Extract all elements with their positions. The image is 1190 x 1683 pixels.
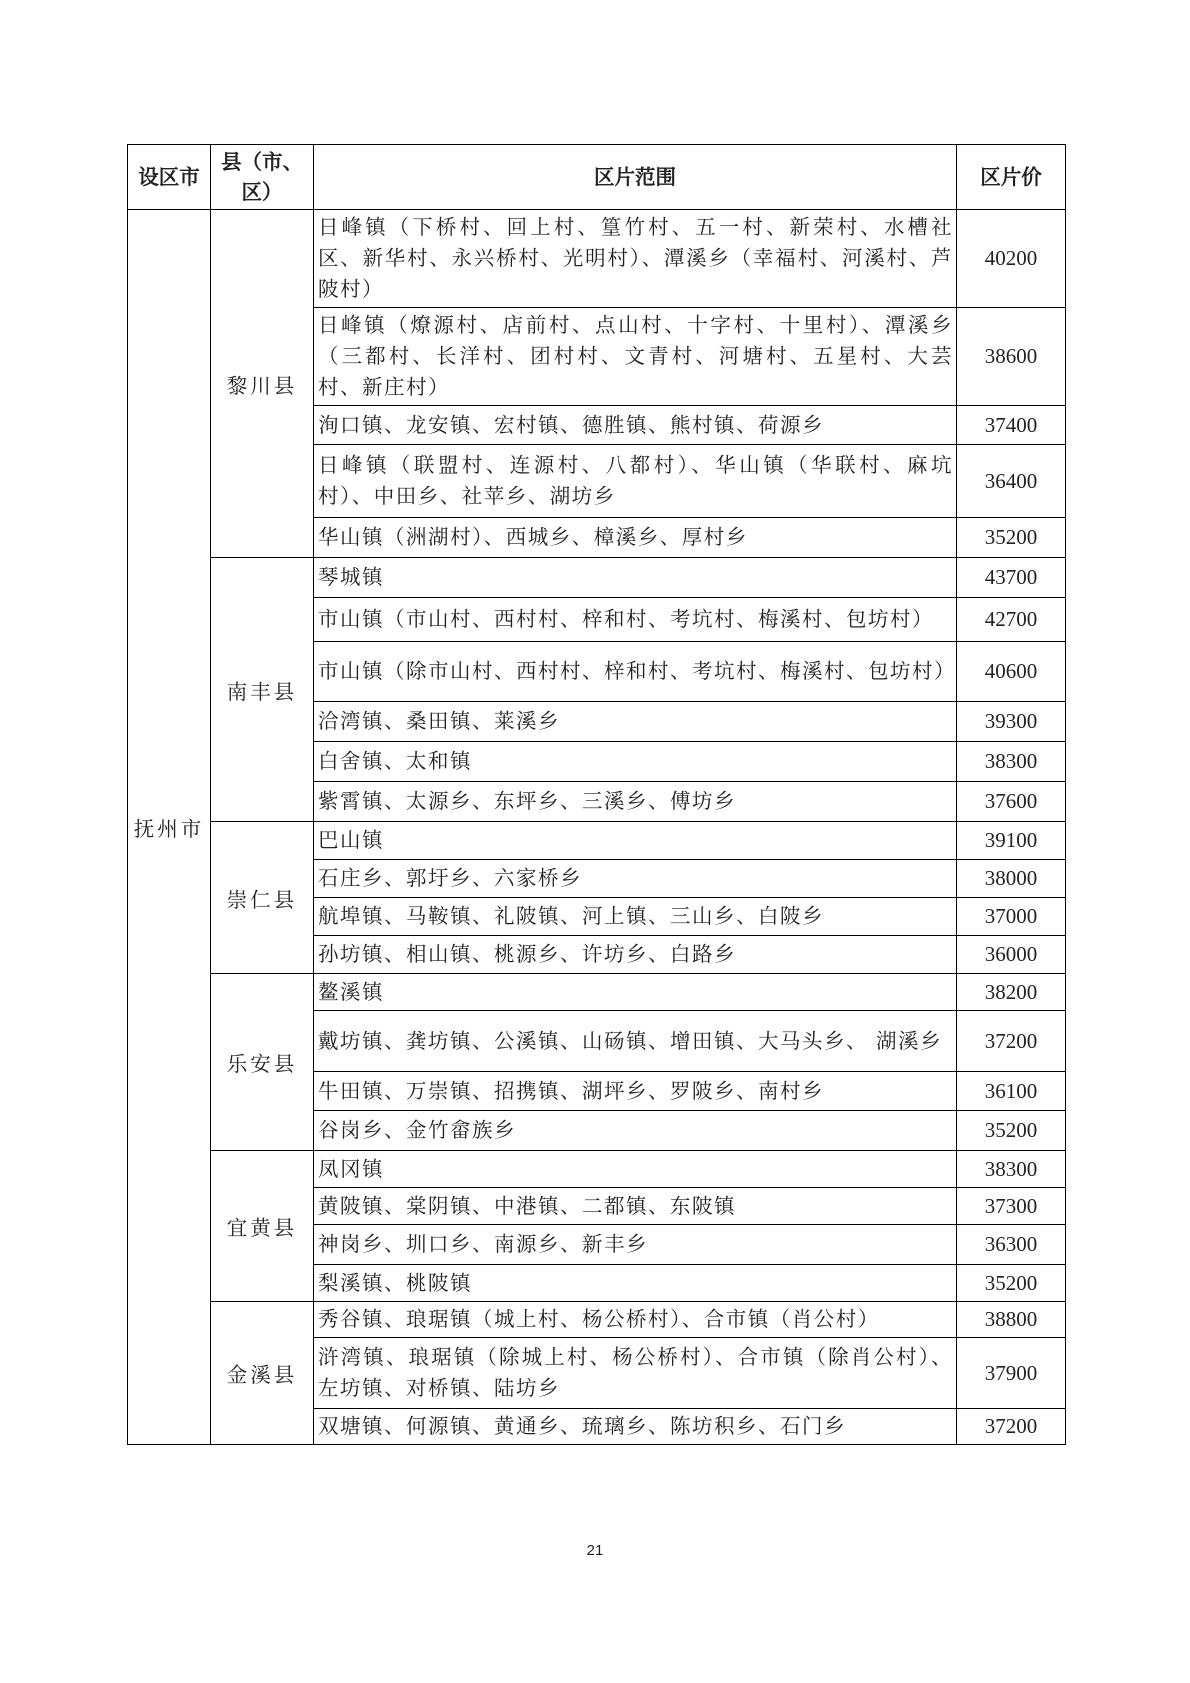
range-cell: 日峰镇（燎源村、店前村、点山村、十字村、十里村）、潭溪乡（三都村、长洋村、团村村、文青村、河塘村、五星村、大芸村、新庄村） — [314, 308, 957, 406]
range-cell: 牛田镇、万崇镇、招携镇、湖坪乡、罗陂乡、南村乡 — [314, 1072, 957, 1111]
range-cell: 戴坊镇、龚坊镇、公溪镇、山砀镇、增田镇、大马头乡、 湖溪乡 — [314, 1011, 957, 1072]
county-cell: 宜黄县 — [211, 1151, 314, 1302]
range-cell: 巴山镇 — [314, 822, 957, 860]
price-cell: 38600 — [957, 308, 1066, 406]
table-row — [128, 1302, 1066, 1338]
price-cell: 37600 — [957, 782, 1066, 822]
price-cell: 38300 — [957, 1151, 1066, 1188]
price-cell: 37200 — [957, 1409, 1066, 1445]
table-row — [128, 974, 1066, 1011]
price-cell: 38000 — [957, 860, 1066, 898]
range-cell: 石庄乡、郭圩乡、六家桥乡 — [314, 860, 957, 898]
header-range: 区片范围 — [314, 145, 957, 210]
header-county: 县（市、区） — [211, 145, 314, 210]
price-cell: 37300 — [957, 1188, 1066, 1225]
range-cell: 孙坊镇、相山镇、桃源乡、许坊乡、白路乡 — [314, 936, 957, 974]
price-cell: 42700 — [957, 598, 1066, 642]
price-cell: 36300 — [957, 1225, 1066, 1265]
price-cell: 36100 — [957, 1072, 1066, 1111]
range-cell: 日峰镇（下桥村、回上村、篁竹村、五一村、新荣村、水槽社区、新华村、永兴桥村、光明村）、潭溪乡（幸福村、河溪村、芦陂村） — [314, 210, 957, 308]
range-cell: 浒湾镇、琅琚镇（除城上村、杨公桥村）、合市镇（除肖公村）、左坊镇、对桥镇、陆坊乡 — [314, 1338, 957, 1409]
table-body — [128, 210, 1066, 1445]
range-cell: 市山镇（市山村、西村村、梓和村、考坑村、梅溪村、包坊村） — [314, 598, 957, 642]
header-price: 区片价 — [957, 145, 1066, 210]
price-cell: 38800 — [957, 1302, 1066, 1338]
price-cell: 36400 — [957, 445, 1066, 518]
price-cell: 37200 — [957, 1011, 1066, 1072]
price-cell: 35200 — [957, 518, 1066, 558]
price-cell: 37400 — [957, 406, 1066, 445]
range-cell: 洽湾镇、桑田镇、莱溪乡 — [314, 702, 957, 742]
range-cell: 琴城镇 — [314, 558, 957, 598]
county-cell: 崇仁县 — [211, 822, 314, 974]
range-cell: 日峰镇（联盟村、连源村、八都村）、华山镇（华联村、麻坑村）、中田乡、社苹乡、湖坊乡 — [314, 445, 957, 518]
price-cell: 36000 — [957, 936, 1066, 974]
land-price-table — [127, 144, 1066, 1445]
table-row — [128, 1151, 1066, 1188]
table-row — [128, 558, 1066, 598]
range-cell: 鳌溪镇 — [314, 974, 957, 1011]
range-cell: 凤冈镇 — [314, 1151, 957, 1188]
range-cell: 市山镇（除市山村、西村村、梓和村、考坑村、梅溪村、包坊村） — [314, 642, 957, 702]
range-cell: 华山镇（洲湖村）、西城乡、樟溪乡、厚村乡 — [314, 518, 957, 558]
city-cell: 抚州市 — [128, 210, 211, 1445]
price-cell: 38200 — [957, 974, 1066, 1011]
range-cell: 紫霄镇、太源乡、东坪乡、三溪乡、傅坊乡 — [314, 782, 957, 822]
header-city: 设区市 — [128, 145, 211, 210]
county-cell: 黎川县 — [211, 210, 314, 558]
range-cell: 洵口镇、龙安镇、宏村镇、德胜镇、熊村镇、荷源乡 — [314, 406, 957, 445]
county-cell: 金溪县 — [211, 1302, 314, 1445]
table-row — [128, 822, 1066, 860]
county-cell: 乐安县 — [211, 974, 314, 1151]
range-cell: 梨溪镇、桃陂镇 — [314, 1265, 957, 1302]
price-cell: 35200 — [957, 1111, 1066, 1151]
table-row — [128, 210, 1066, 308]
range-cell: 黄陂镇、棠阴镇、中港镇、二都镇、东陂镇 — [314, 1188, 957, 1225]
page-number: 21 — [586, 1542, 604, 1559]
price-cell: 35200 — [957, 1265, 1066, 1302]
range-cell: 秀谷镇、琅琚镇（城上村、杨公桥村）、合市镇（肖公村） — [314, 1302, 957, 1338]
range-cell: 双塘镇、何源镇、黄通乡、琉璃乡、陈坊积乡、石门乡 — [314, 1409, 957, 1445]
table-header-row — [128, 145, 1066, 210]
price-cell: 43700 — [957, 558, 1066, 598]
range-cell: 神岗乡、圳口乡、南源乡、新丰乡 — [314, 1225, 957, 1265]
range-cell: 谷岗乡、金竹畲族乡 — [314, 1111, 957, 1151]
price-cell: 39100 — [957, 822, 1066, 860]
price-cell: 39300 — [957, 702, 1066, 742]
price-cell: 40200 — [957, 210, 1066, 308]
range-cell: 航埠镇、马鞍镇、礼陂镇、河上镇、三山乡、白陂乡 — [314, 898, 957, 936]
price-cell: 37900 — [957, 1338, 1066, 1409]
price-cell: 37000 — [957, 898, 1066, 936]
price-cell: 38300 — [957, 742, 1066, 782]
county-cell: 南丰县 — [211, 558, 314, 822]
price-cell: 40600 — [957, 642, 1066, 702]
range-cell: 白舍镇、太和镇 — [314, 742, 957, 782]
